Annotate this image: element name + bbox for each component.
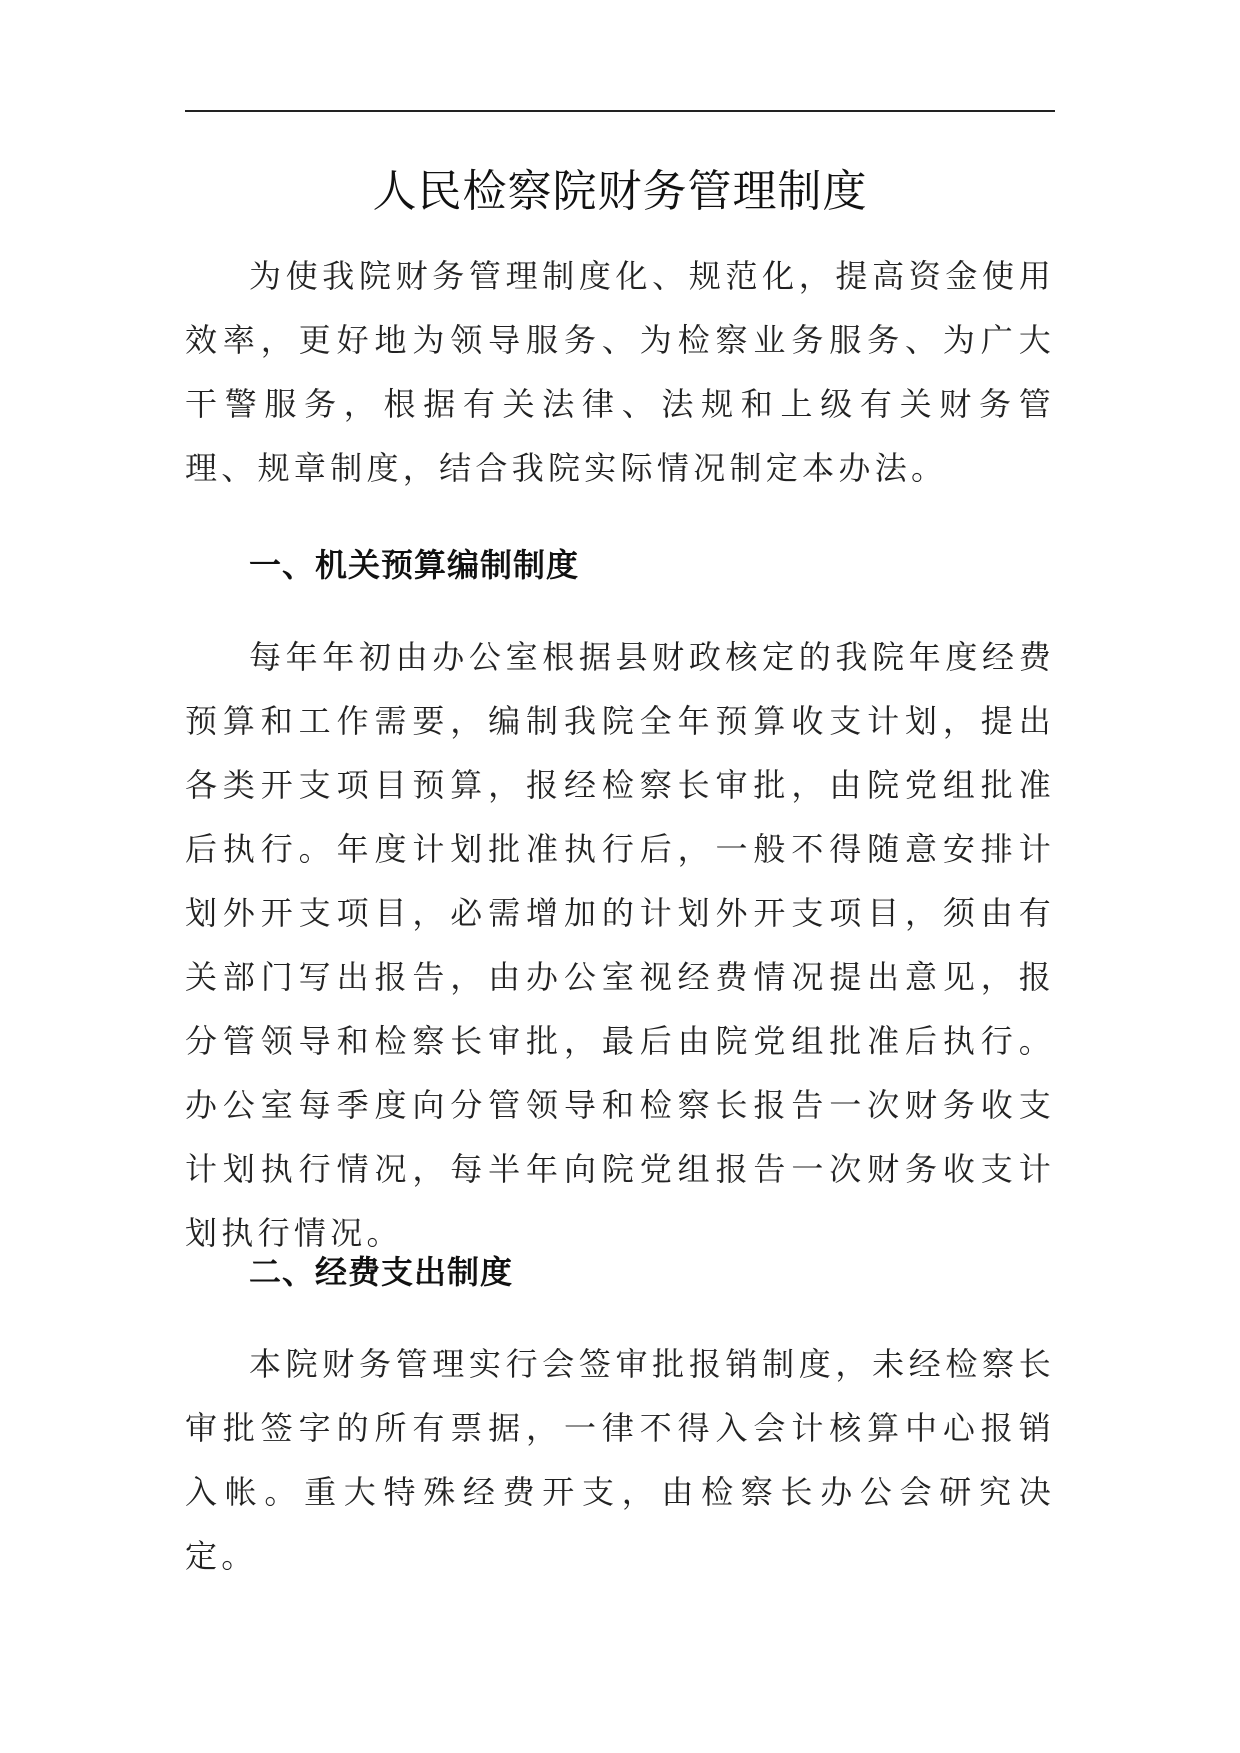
section-heading-expenditure: 二、经费支出制度 (249, 1253, 514, 1291)
section-body-expenditure: 本院财务管理实行会签审批报销制度，未经检察长审批签字的所有票据，一律不得入会计核算中心报销入帐。重大特殊经费开支，由检察长办公会研究决定。 (185, 1345, 1055, 1575)
intro-paragraph: 为使我院财务管理制度化、规范化，提高资金使用效率，更好地为领导服务、为检察业务服务、为广大干警服务，根据有关法律、法规和上级有关财务管理、规章制度，结合我院实际情况制定本办法。 (185, 257, 1055, 487)
document-title: 人民检察院财务管理制度 (372, 166, 868, 217)
header-rule (185, 110, 1055, 112)
section-heading-budget: 一、机关预算编制制度 (249, 546, 580, 584)
section-body-budget: 每年年初由办公室根据县财政核定的我院年度经费预算和工作需要，编制我院全年预算收支计划，提出各类开支项目预算，报经检察长审批，由院党组批准后执行。年度计划批准执行后，一般不得随意安排计划外开支项目，必需增加的计划外开支项目，须由有关部门写出报告，由办公室视经费情况提出意见，报分管领导和检察长审批，最后由院党组批准后执行。办公室每季度向分管领导和检察长报告一次财务收支计划执行情况，每半年向院党组报告一次财务收支计划执行情况。 (185, 638, 1055, 1252)
